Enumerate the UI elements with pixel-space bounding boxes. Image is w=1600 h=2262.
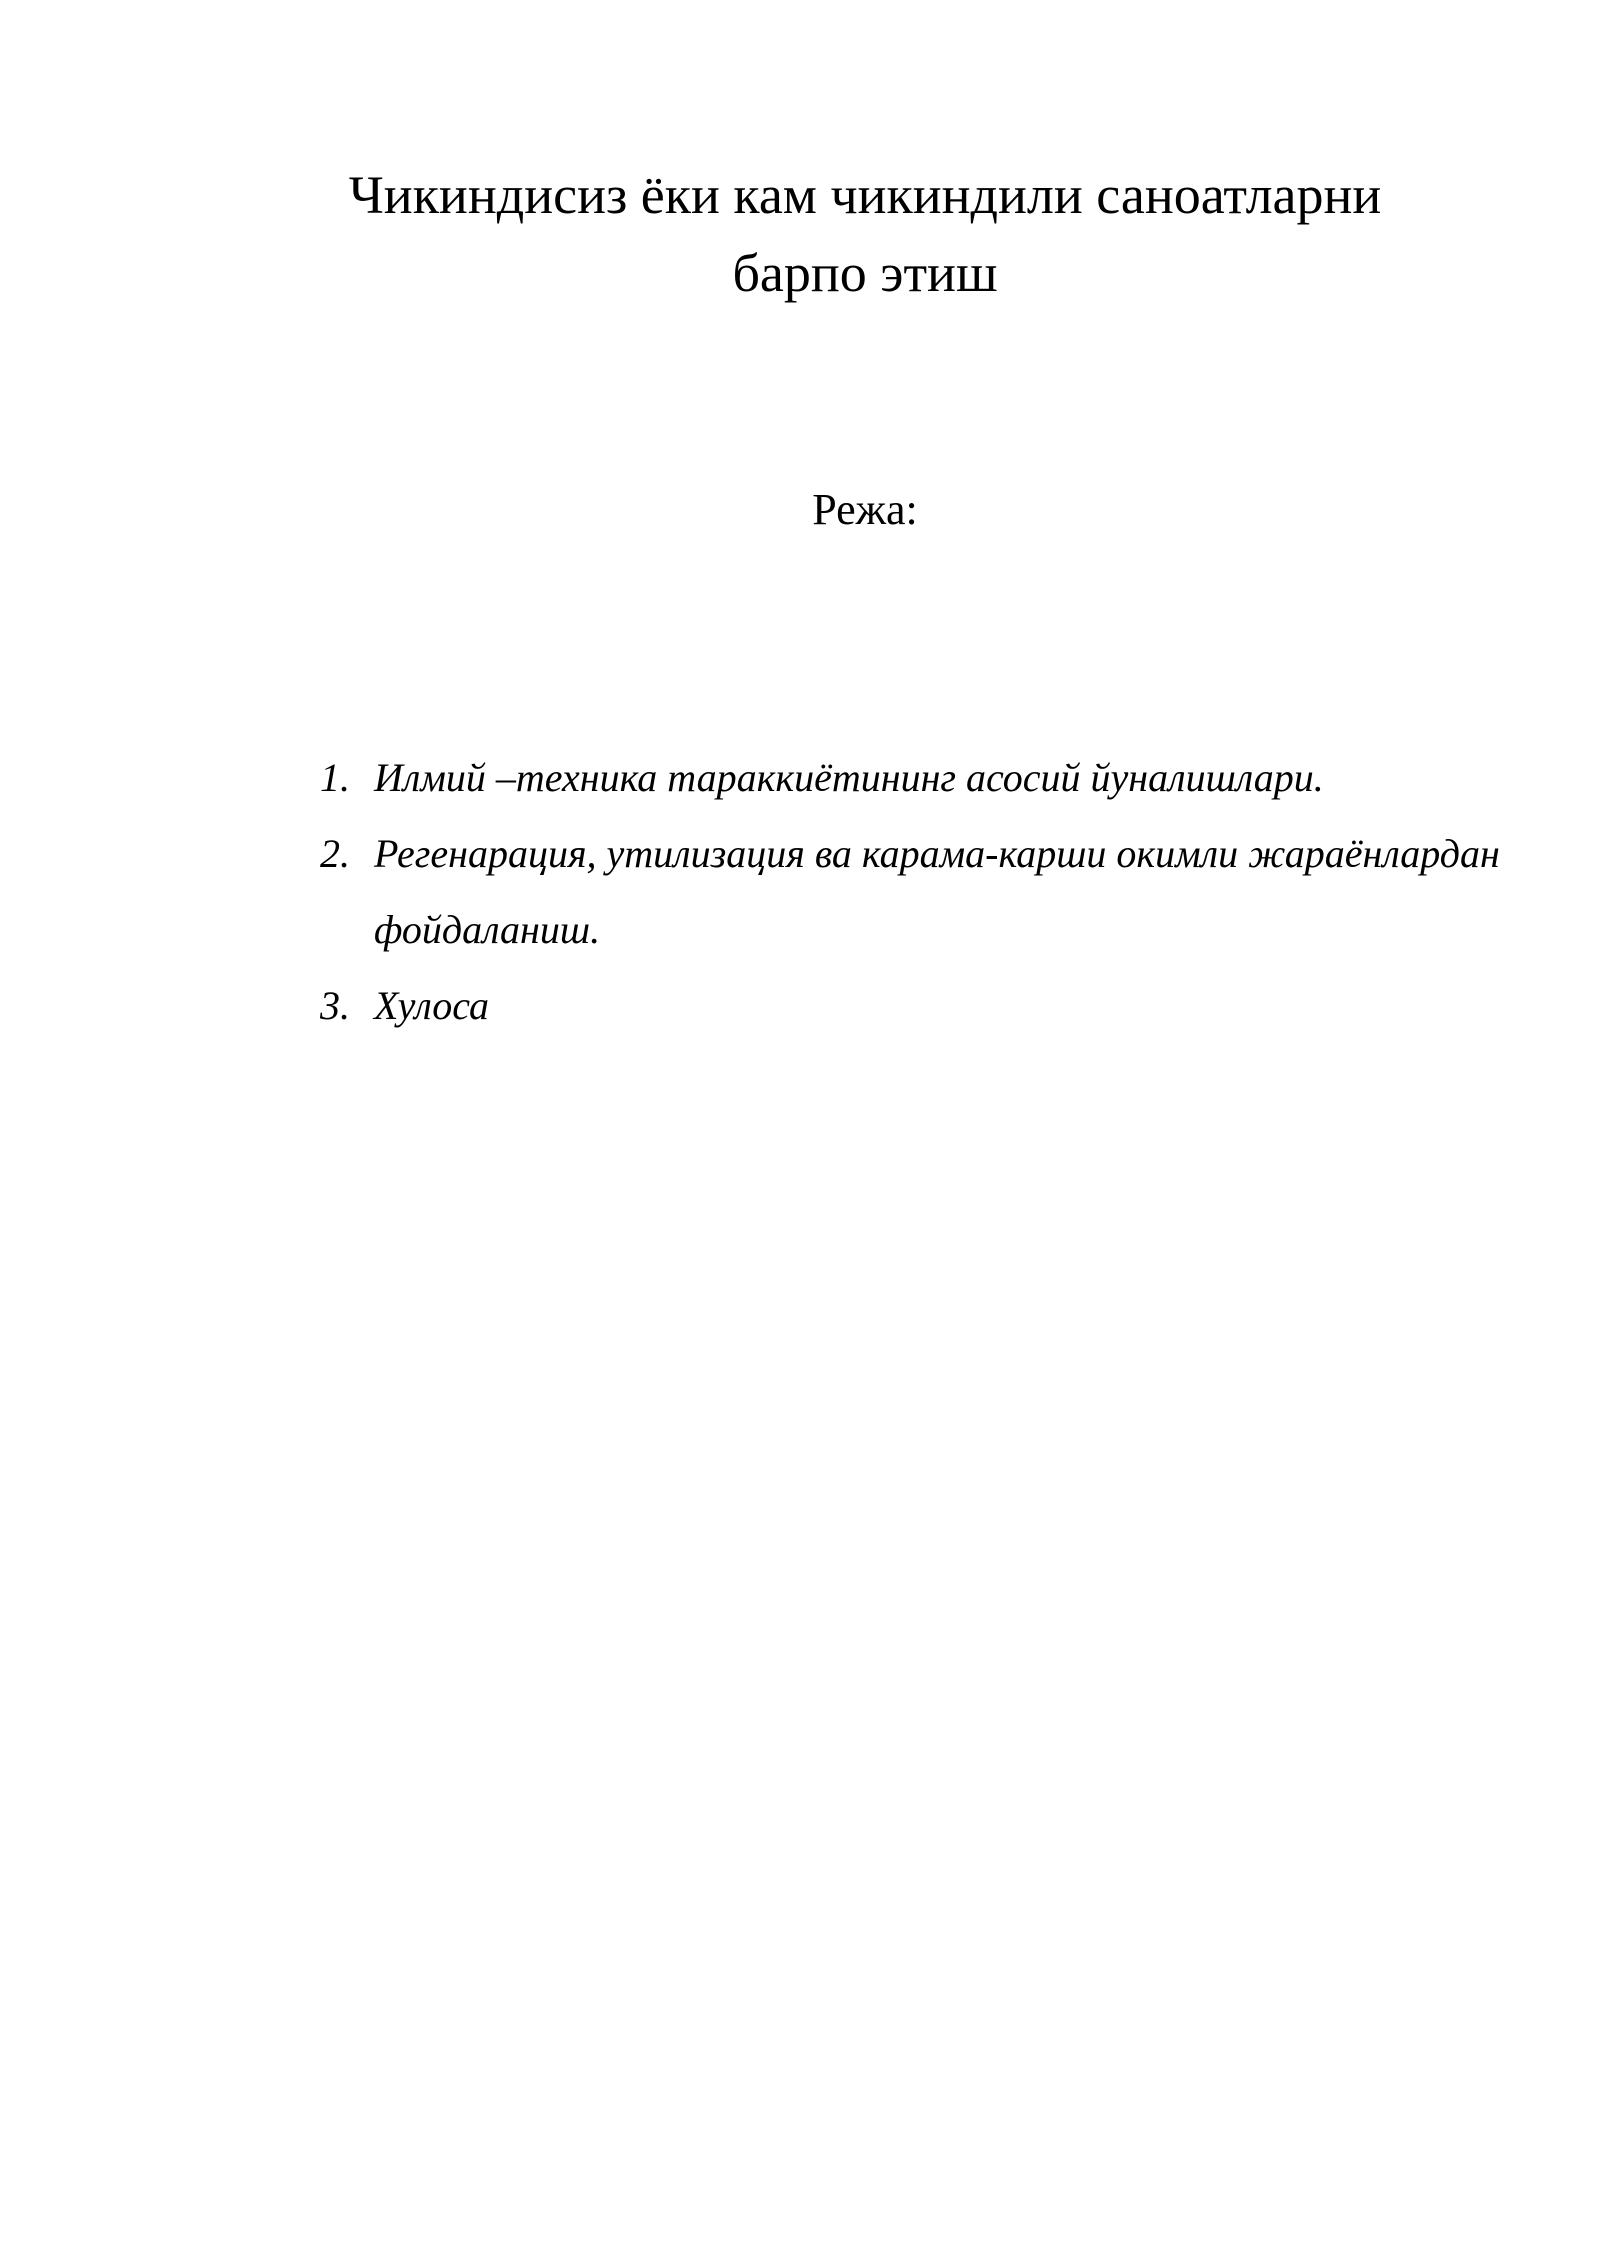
plan-item-text: Хулоса bbox=[374, 983, 489, 1028]
document-title-line-2: барпо этиш bbox=[732, 243, 998, 303]
plan-item bbox=[320, 816, 1500, 968]
document-title-line-1: Чикиндисиз ёки кам чикиндили саноатларни bbox=[348, 165, 1382, 225]
plan-item-text: Илмий –техника тараккиётининг асосий йуналишлари. bbox=[374, 755, 1324, 800]
plan-list bbox=[320, 740, 1500, 1044]
plan-item bbox=[320, 740, 1500, 816]
plan-item-text: Регенарация, утилизация ва карама-карши окимли жараёнлардан фойдаланиш. bbox=[374, 831, 1500, 952]
plan-heading: Режа: bbox=[812, 485, 918, 534]
plan-item-number: 1. bbox=[320, 755, 350, 800]
plan-item-number: 3. bbox=[320, 983, 350, 1028]
document-title bbox=[200, 156, 1530, 312]
plan-item-number: 2. bbox=[320, 831, 350, 876]
plan-item bbox=[320, 968, 1500, 1044]
